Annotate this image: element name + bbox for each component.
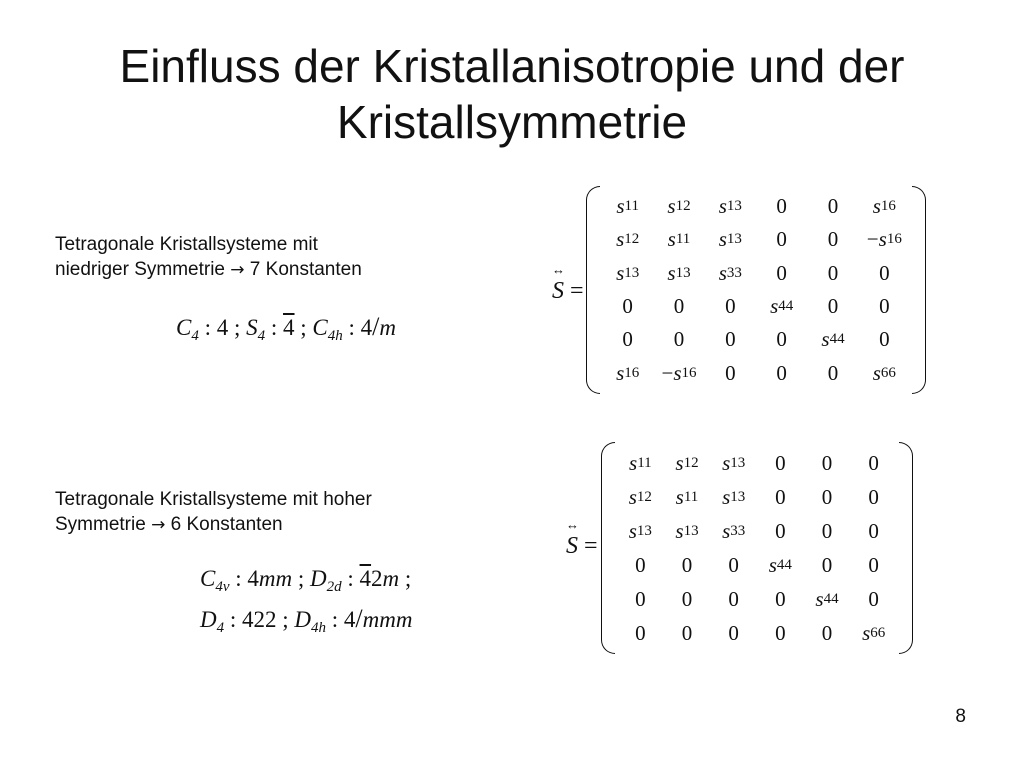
- matrix-entry: 0: [725, 360, 736, 385]
- matrix-entry: 0: [681, 552, 693, 577]
- matrix-entry: 0: [868, 552, 879, 577]
- matrix-entry: 0: [827, 194, 839, 219]
- matrix-entry: 0: [821, 518, 833, 543]
- matrix-entry: 0: [775, 484, 786, 509]
- matrix-entry: 0: [673, 327, 685, 352]
- section-text-line1: Tetragonale Kristallsysteme mit: [55, 234, 318, 255]
- section-text-line2: [55, 512, 372, 538]
- matrix-entry: 0: [725, 294, 736, 319]
- matrix-entry: s 33: [718, 260, 742, 285]
- matrix-entry: 0: [635, 586, 646, 611]
- matrix-entry: s 11: [616, 194, 639, 219]
- section-text-line2: [55, 257, 362, 283]
- matrix-entry: 0: [821, 552, 833, 577]
- compliance-matrix-low: [586, 186, 926, 394]
- matrix-entry: − s 16: [661, 360, 697, 385]
- matrix-entry: s 13: [675, 518, 699, 543]
- matrix-entry: 0: [879, 294, 890, 319]
- matrix-entry: 0: [776, 194, 787, 219]
- matrix-entry: s 33: [722, 518, 746, 543]
- matrix-entry: 0: [821, 620, 833, 645]
- matrix-entry: 0: [776, 327, 787, 352]
- matrix-entry: 0: [827, 360, 839, 385]
- matrix-entry: s 12: [667, 194, 691, 219]
- matrix-entry: 0: [879, 260, 890, 285]
- matrix-entry: 0: [635, 552, 646, 577]
- matrix-entry: s 44: [768, 552, 792, 577]
- matrix-entry: s 13: [722, 484, 746, 509]
- section-low-symmetry-text: [55, 232, 362, 283]
- left-parenthesis: [586, 186, 600, 394]
- section-text-line1: Tetragonale Kristallsysteme mit hoher: [55, 489, 372, 510]
- matrix-entry: s 44: [770, 294, 794, 319]
- matrix-entry: 0: [821, 450, 833, 475]
- matrix-entry: 0: [681, 586, 693, 611]
- matrix-entry: s 66: [872, 360, 896, 385]
- matrix-entry: − s 16: [866, 227, 902, 252]
- constants-count: 6 Konstanten: [165, 514, 283, 535]
- matrix-entry: s 13: [722, 450, 746, 475]
- matrix-entry: 0: [827, 227, 839, 252]
- matrix-entry: 0: [728, 620, 739, 645]
- matrix-entry: s 44: [821, 327, 845, 352]
- section-high-symmetry-text: [55, 487, 372, 538]
- compliance-tensor-label-high: ↔ S =: [566, 533, 598, 560]
- matrix-entry: s 13: [628, 518, 652, 543]
- matrix-entry: 0: [775, 620, 786, 645]
- matrix-entry: 0: [868, 518, 879, 543]
- matrix-entry: s 13: [616, 260, 640, 285]
- matrix-entry: 0: [827, 260, 839, 285]
- matrix-entry: 0: [728, 552, 739, 577]
- matrix-entry: s 13: [718, 194, 742, 219]
- matrix-entry: 0: [868, 450, 879, 475]
- matrix-entry: 0: [681, 620, 693, 645]
- matrix-entry: 0: [622, 294, 633, 319]
- matrix-entry: 0: [868, 484, 879, 509]
- matrix-entry: 0: [776, 360, 787, 385]
- matrix-entry: s 11: [675, 484, 699, 509]
- right-parenthesis: [912, 186, 926, 394]
- page-number: 8: [955, 706, 966, 727]
- matrix-entry: s 13: [667, 260, 691, 285]
- matrix-entry: 0: [879, 327, 890, 352]
- constants-count: 7 Konstanten: [244, 259, 362, 280]
- matrix-cells: [617, 446, 897, 650]
- matrix-entry: s 12: [628, 484, 652, 509]
- matrix-entry: 0: [775, 518, 786, 543]
- matrix-entry: 0: [635, 620, 646, 645]
- left-parenthesis: [601, 442, 615, 654]
- right-parenthesis: [899, 442, 913, 654]
- matrix-entry: 0: [868, 586, 879, 611]
- matrix-entry: s 11: [667, 227, 691, 252]
- slide-title: Einfluss der Kristallanisotropie und der Kristallsymmetrie: [119, 40, 905, 148]
- matrix-entry: 0: [776, 260, 787, 285]
- matrix-entry: 0: [821, 484, 833, 509]
- matrix-entry: s 16: [872, 194, 896, 219]
- point-groups-formula-low: $C_4$ : 4 ; $S_4$ : 4 ; $C_{4h}$ : 4/m: [176, 312, 396, 344]
- matrix-entry: 0: [728, 586, 739, 611]
- matrix-entry: 0: [776, 227, 787, 252]
- matrix-entry: s 66: [862, 620, 886, 645]
- matrix-entry: 0: [775, 450, 786, 475]
- matrix-entry: s 16: [616, 360, 640, 385]
- matrix-entry: s 12: [675, 450, 699, 475]
- matrix-entry: 0: [827, 294, 839, 319]
- section-text-label: niedriger Symmetrie: [55, 259, 225, 280]
- matrix-entry: s 13: [718, 227, 742, 252]
- matrix-entry: s 11: [629, 450, 652, 475]
- right-arrow-icon: →: [230, 260, 245, 280]
- point-groups-formula-high-line1: $C_{4v}$ : 4mm ; $D_{2d}$ : 42m ;: [200, 566, 412, 595]
- matrix-entry: 0: [775, 586, 786, 611]
- matrix-cells: [602, 190, 910, 390]
- matrix-entry: s 12: [616, 227, 640, 252]
- compliance-tensor-label-low: ↔ S =: [552, 278, 584, 305]
- section-text-label: Symmetrie: [55, 514, 146, 535]
- matrix-entry: s 44: [815, 586, 839, 611]
- matrix-entry: 0: [622, 327, 633, 352]
- compliance-matrix-high: [601, 442, 913, 654]
- matrix-entry: 0: [725, 327, 736, 352]
- right-arrow-icon: →: [151, 515, 166, 535]
- point-groups-formula-high-line2: $D_4$ : 422 ; $D_{4h}$ : 4/mmm: [200, 604, 413, 636]
- matrix-entry: 0: [673, 294, 685, 319]
